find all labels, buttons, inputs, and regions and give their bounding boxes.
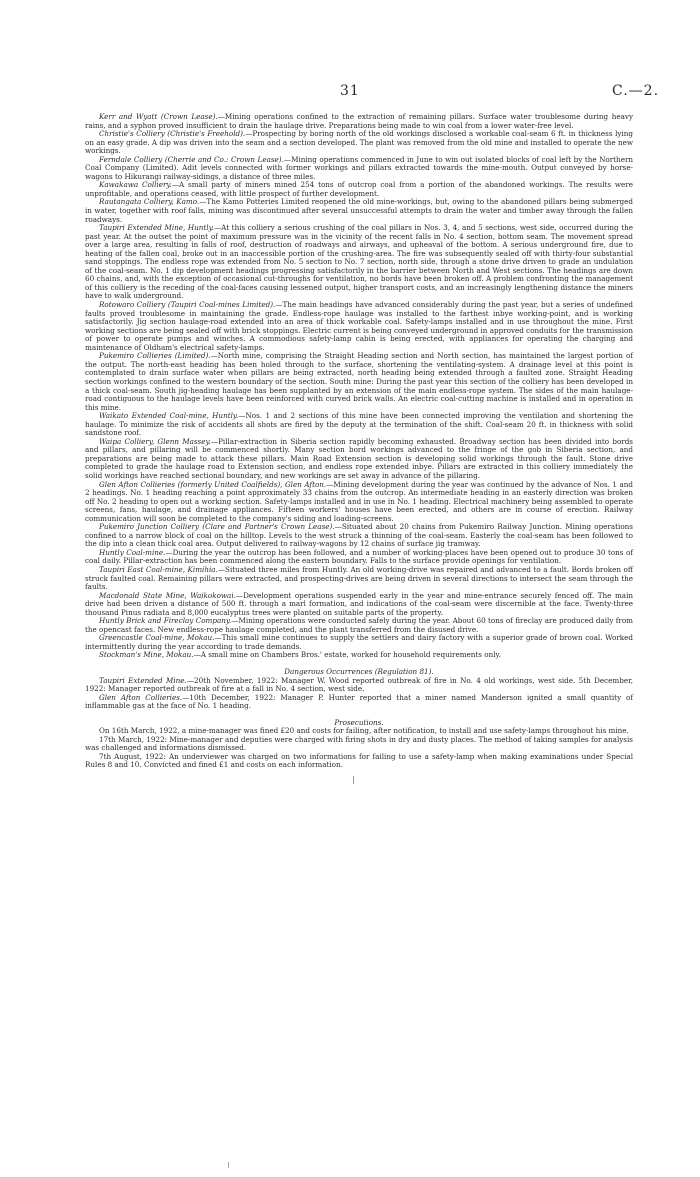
paragraph-ferndale — [85, 156, 633, 182]
page-header — [0, 83, 700, 99]
paragraph-title: Kawakawa Colliery. — [99, 180, 172, 190]
dangerous-item — [85, 694, 633, 711]
paragraph-title: Waipa Colliery, Glenn Massey. — [99, 436, 211, 446]
paragraph-text: —The Kamo Potteries Limited reopened the old mine-workings, but, owing to the abandoned pillars being submerged in water, together with roof falls, mining was discontinued after several unsuccessful attempts to drain the water and timber away through the fallen roadways. — [85, 197, 633, 224]
paragraph-text: —Situated about 20 chains from Pukemiro Railway Junction. Mining operations confined to a narrow block of coal on the hilltop. Levels to the west struck a thinning of the coal-seam. Easterly the coal-seam has been followed to the dip into a clean thick coal area. Output delivered to railway-wagons by 12 chains of surface jig tramway. — [85, 522, 633, 549]
paragraph-stockmans — [85, 651, 633, 660]
paragraph-text: —The main headings have advanced considerably during the past year, but a series of undefined faults proved troublesome in maintaining the grade. Endless-rope haulage was installed to the farthest inbye working-point, and is working satisfactorily. Jig section haulage-road extended into an area of thick workable coal. Safety-lamps installed and in use throughout the mine. First working sections are being sealed off with brick stoppings. Electric current is being conveyed underground in approved conduits for the transmission of power to operate pumps and winches. A commodious safety-lamp cabin is being erected, with appliances for operating the charging and maintenance of Oldham's electrical safety-lamps. — [85, 300, 633, 352]
paragraph-title: Greencastle Coal-mine, Mokau. — [99, 633, 215, 643]
paragraph-text: —Situated three miles from Huntly. An old working-drive was repaired and advanced to a fault. Bords broken off struck faulted coal. Remaining pillars were extracted, and prospecting-drives are being driven in several directions to intersect the seam through the faults. — [85, 564, 633, 592]
paragraph-waipa — [85, 438, 633, 481]
paragraph-title: Glen Afton Collieries (formerly United Coalfields), Glen Afton. — [99, 479, 327, 489]
paragraph-greencastle — [85, 634, 633, 651]
paragraph-waikato-extended — [85, 412, 633, 438]
paragraph-title: Pukemiro Junction Colliery (Clare and Partner's Crown Lease). — [99, 522, 335, 532]
paragraph-title: Ferndale Colliery (Cherrie and Co.: Crown Lease). — [99, 154, 284, 164]
dangerous-occurrences-heading: Dangerous Occurrences (Regulation 81). — [284, 667, 434, 676]
paragraph-kawakawa — [85, 181, 633, 198]
paragraph-pukemiro — [85, 352, 633, 412]
prosecution-item: On 16th March, 1922, a mine-manager was fined £20 and costs for failing, after notification, to install and use safety-lamps throughout his mine. — [99, 726, 629, 736]
prosecution-item: 7th August, 1922: An underviewer was charged on two informations for failing to use a safety-lamp when making examinations under Special Rules 8 and 10. Convicted and fined £1 and costs on each information. — [85, 751, 633, 770]
paragraph-text: —Development operations suspended early in the year and mine-entrance securely fenced off. The main drive had been driven a distance of 500 ft. through a marl formation, and indications of the coal-seam were discernible at the face. Twenty-three thousand Pinus radiata and 8,000 eucalyptus trees were planted on suitable parts of the property. — [85, 590, 633, 617]
paragraph-text: —Mining operations commenced in June to win out isolated blocks of coal left by the Northern Coal Company (Limited). Adit levels connected with former workings and pillars extracted towards the mine-mouth. Output conveyed by horse-wagons to Hikurangi railway-sidings, a distance of three miles. — [85, 154, 634, 181]
paragraph-title: Pukemiro Collieries (Limited). — [99, 351, 211, 361]
paragraph-title: Taupiri East Coal-mine, Kimihia. — [99, 564, 218, 574]
paragraph-title: Christie's Colliery (Christie's Freehold). — [99, 129, 246, 139]
dangerous-item-text: —10th December, 1922: Manager P. Hunter reported that a miner named Manderson ignited a small quantity of inflammable gas at the face of No. 1 heading. — [85, 692, 634, 711]
dangerous-item-title: Taupiri Extended Mine. — [99, 675, 187, 685]
paragraph-title: Kerr and Wyatt (Crown Lease). — [99, 112, 218, 121]
paragraph-taupiri-extended — [85, 224, 633, 301]
paragraph-title: Waikato Extended Coal-mine, Huntly. — [99, 411, 239, 421]
paragraph-text: —A small party of miners mined 254 tons of outcrop coal from a portion of the abandoned workings. The results were unprofitable, and operations ceased, with little prospect of further development. — [85, 180, 633, 198]
paragraph-pukemiro-junction — [85, 523, 633, 549]
paragraph-text: —This small mine continues to supply the settlers and dairy factory with a superior grade of brown coal. Worked intermittently during the year according to trade demands. — [85, 633, 633, 651]
document-reference: C.—2. — [612, 83, 660, 99]
paragraph-title: Rautangata Colliery, Kamo. — [99, 197, 200, 207]
paragraph-text: —Prospecting by boring north of the old workings disclosed a workable coal-seam 6 ft. in thickness lying on an easy grade. A dip was driven into the seam and a section developed. The plant was removed from the old mine and installed to operate the new workings. — [85, 129, 633, 156]
paragraph-text: —At this colliery a serious crushing of the coal pillars in Nos. 3, 4, and 5 sections, west side, occurred during the past year. At the outset the point of maximum pressure was in the vicinity of the recent falls in No. 4 section, bottom seam. The movement spread over a large area, resulting in falls of roof, destruction of roadways and airways, and upheaval of the bottom. A serious underground fire, due to heating of the fallen coal, broke out in an inaccessible portion of the crushing-area. The fire was subsequently sealed off with thirty-four substantial sand stoppings. The endless rope was extended from No. 5 section to No. 7 section, north side, through a stone drive driven to grade an undulation of the coal-seam. No. 1 dip development headings progressing satisfactorily in the barrier between North and West sections. The headings are down 60 chains, and, with the exception of occasional cut-throughs for ventilation, no bords have been broken off. A problem confronting the management of this colliery is the receding of the coal-faces causing lessened output, higher transport costs, and an increasingly lengthening distance the miners have to walk underground. — [85, 223, 634, 301]
paragraph-rautangata — [85, 198, 633, 224]
paragraph-title: Huntly Coal-mine. — [99, 547, 166, 557]
prosecutions-heading: Prosecutions. — [334, 717, 384, 727]
paragraph-title: Huntly Brick and Fireclay Company. — [99, 616, 232, 626]
paragraph-text: —A small mine on Chambers Bros.' estate, worked for household requirements only. — [193, 650, 501, 660]
paragraph-christies — [85, 130, 633, 156]
paragraph-text: —North mine, comprising the Straight Heading section and North section, has maintained the largest portion of the output. The north-east heading has been holed through to the surface, shortening the ventilating-system. A drainage level at this point is contemplated to drain surface water when pillars are being extracted, north heading being extended through a faulted zone. Straight Heading section workings confined to the western boundary of the section. South mine: During the past year this section of the colliery has been developed in a thick coal-seam. South jig-heading haulage has been supplanted by an extension of the main endless-rope system. The sides of the main haulage-road contiguous to the haulage levels have been reinforced with curved brick walls. An electric coal-cutting machine is installed and in operation in this mine. — [85, 351, 633, 412]
paragraph-title: Macdonald State Mine, Waikokowai. — [99, 590, 236, 600]
paragraph-text: —Pillar-extraction in Siberia section rapidly becoming exhausted. Broadway section has been divided into bords and pillars, and pillaring will be commenced shortly. Many section bord workings advanced to the fringe of the gob in Siberia section, and preparations are being made to attack these pillars. Main Road Extension section is developing solid workings through the fault. Stone drive completed to grade the haulage road to Extension section, and endless rope extended inbye. Pillars are extracted in this colliery immediately the solid workings have reached sectional boundary, and new workings are set away in advance of the pillaring. — [85, 436, 633, 480]
paragraph-taupiri-east — [85, 566, 633, 592]
body-text — [85, 113, 633, 770]
paragraph-title: Taupiri Extended Mine, Huntly. — [99, 223, 214, 233]
paragraph-text: —During the year the outcrop has been followed, and a number of working-places have been opened out to produce 30 tons of coal daily. Pillar-extraction has been commenced along the eastern boundary. Falls to the surface provide openings for ventilation. — [85, 547, 633, 566]
paragraph-text: —Mining operations confined to the extraction of remaining pillars. Surface water troublesome during heavy rains, and a syphon proved insufficient to drain the haulage drive. Preparations being made to win coal from a lower water-free level. — [85, 112, 633, 130]
paragraph-title: Stockman's Mine, Mokau. — [99, 650, 194, 660]
paragraph-title: Rotowaro Colliery (Taupiri Coal-mines Limited). — [99, 300, 276, 310]
paragraph-rotowaro — [85, 301, 633, 352]
dangerous-item — [85, 677, 633, 694]
paragraph-huntly-brick — [85, 617, 633, 634]
paragraph-text: —Nos. 1 and 2 sections of this mine have been connected improving the ventilation and shortening the haulage. To minimize the risk of accidents all shots are fired by the deputy at the termination of the shift. Coal-seam 20 ft. in thickness with solid sandstone roof. — [85, 411, 633, 438]
paragraph-text: —Mining development during the year was continued by the advance of Nos. 1 and 2 headings. No. 1 heading reaching a point approximately 33 chains from the outcrop. An intermediate heading in an easterly direction was broken off No. 2 heading to open out a working section. Safety-lamps installed and in use in No. 1 heading. Electrical machinery being assembled to operate screens, fans, haulage, and drainage appliances. Fifteen workers' houses have been erected, and others are in course of erection. Railway communication will soon be completed to the company's siding and loading-screens. — [85, 479, 633, 523]
dangerous-item-title: Glen Afton Collieries. — [99, 692, 183, 702]
page-mark — [228, 1162, 230, 1168]
paragraph-glen-afton — [85, 481, 633, 524]
paragraph-huntly-coal-mine — [85, 549, 633, 566]
prosecution-item: 17th March, 1922: Mine-manager and deputies were charged with firing shots in dry and dusty places. The method of taking samples for analysis was challenged and informations dismissed. — [85, 734, 633, 753]
page-number: 31 — [340, 83, 360, 99]
dangerous-item-text: —20th November, 1922: Manager W. Wood reported outbreak of fire in No. 4 old workings, west side. 5th December, 1922: Manager reported outbreak of fire at a fall in No. 4 section, west side. — [85, 675, 634, 694]
paragraph-text: —Mining operations were conducted safely during the year. About 60 tons of fireclay are produced daily from the opencast faces. New endless-rope haulage completed, and the plant transferred from the disused drive. — [85, 616, 633, 634]
end-divider — [353, 776, 355, 784]
paragraph-macdonald — [85, 592, 633, 618]
paragraph-kerr-wyatt — [85, 113, 633, 130]
